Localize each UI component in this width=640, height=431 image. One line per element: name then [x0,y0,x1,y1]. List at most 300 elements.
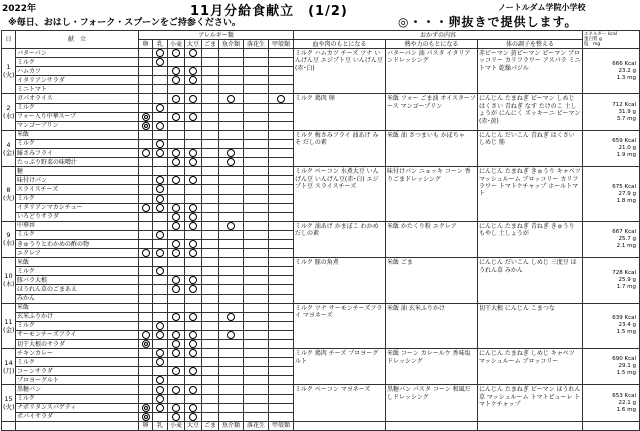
allergen-cell [219,94,244,103]
allergen-cell [202,76,219,85]
food-group-yellow: バターパン 油 パスタ イタリアンドレッシング [386,49,478,94]
okazu-group-header: おかずの内容 [294,31,583,40]
egg-free-double-circle-icon [142,404,150,412]
allergen-circle-icon [189,222,197,230]
allergen-cell [139,185,153,194]
allergen-peanut-header: 落花生 [244,40,269,49]
dish-name: ミルク [16,58,139,67]
allergen-cell [168,167,185,176]
dish-name: エクレア [16,249,139,258]
allergen-cell [185,394,202,403]
allergen-circle-icon [189,49,197,57]
allergen-cell [168,412,185,421]
date-number: 1 [6,63,11,72]
allergen-cell [219,294,244,303]
nutrition-cell [583,221,640,257]
allergen-cell [244,394,269,403]
egg-free-double-circle-icon [142,413,150,421]
nutrition-cell [583,349,640,385]
allergen-circle-icon [172,340,180,348]
allergen-circle-icon [189,331,197,339]
allergen-cell [202,276,219,285]
allergen-cell [185,385,202,394]
allergen-cell [269,221,294,230]
allergen-cell [269,139,294,148]
allergen-cell [153,130,168,139]
allergen-circle-icon [156,322,164,330]
allergen-cell [139,312,153,321]
allergen-circle-icon [172,285,180,293]
date-number: 11 [4,317,13,326]
allergen-cell [202,185,219,194]
food-group-yellow: 味付けパン ニョッキ コーン 香りごまドレッシング [386,167,478,222]
day-of-week: (金) [3,148,15,157]
allergen-cell [185,212,202,221]
allergen-cell [139,249,153,258]
allergen-cell [202,149,219,158]
allergen-cell [244,85,269,94]
allergen-cell [139,376,153,385]
allergen-circle-icon [156,395,164,403]
food-group-yellow: 米飯 ごま [386,258,478,303]
allergen-cell [153,412,168,421]
allergen-cell [202,167,219,176]
allergen-cell [153,139,168,148]
allergen-cell [139,167,153,176]
allergen-cell [139,303,153,312]
allergen-cell [202,249,219,258]
allergen-cell [269,103,294,112]
allergen-cell [269,94,294,103]
day-header: 日 [2,31,16,49]
allergen-cell [219,139,244,148]
allergen-cell [185,267,202,276]
allergen-circle-icon [172,386,180,394]
menu-item-row [2,94,640,103]
allergen-circle-icon [156,49,164,57]
food-group-yellow: 米飯 かたくり粉 エクレア [386,221,478,257]
allergen-circle-icon [172,276,180,284]
allergen-cell [153,394,168,403]
nutrition-protein: 29.1 g [618,363,637,370]
allergen-egg-header: 卵 [139,40,153,49]
allergen-cell [168,94,185,103]
allergen-cell [244,258,269,267]
allergen-cell [219,121,244,130]
nutrition-salt: 1.5 mg [616,329,637,336]
allergen-cell [185,149,202,158]
allergen-cell [244,212,269,221]
allergen-cell [153,94,168,103]
allergen-cell [139,394,153,403]
allergen-cell [219,158,244,167]
allergen-cell [139,340,153,349]
allergen-cell [244,385,269,394]
allergen-cell [244,294,269,303]
allergen-cell [244,194,269,203]
allergen-cell [219,149,244,158]
food-group-yellow: 米飯 油 さつまいも かぼちゃ [386,130,478,166]
allergen-cell [153,385,168,394]
allergen-circle-icon [189,176,197,184]
allergen-circle-icon [156,331,164,339]
allergen-cell [153,285,168,294]
allergen-cell [219,130,244,139]
allergen-cell [153,167,168,176]
allergen-cell [269,49,294,58]
dish-name: サーモンチーズフライ [16,330,139,339]
allergen-cell [219,203,244,212]
allergen-cell [269,149,294,158]
year-label: 2022年 [2,4,37,14]
allergen-cell [269,212,294,221]
allergen-cell [139,349,153,358]
footer-allergen-wheat: 小麦 [168,421,185,430]
allergen-cell [202,203,219,212]
allergen-cell [219,285,244,294]
allergen-cell [139,94,153,103]
menu-item-row [2,385,640,394]
allergen-cell [269,130,294,139]
food-group-yellow: 米飯 油 玄米ふりかけ [386,303,478,348]
allergen-circle-icon [156,185,164,193]
allergen-circle-icon [189,349,197,357]
allergen-circle-icon [189,76,197,84]
page-header [0,0,640,30]
allergen-cell [139,121,153,130]
allergen-cell [244,267,269,276]
dish-name: 切干大根のサラダ [16,340,139,349]
allergen-cell [139,285,153,294]
footer-allergen-egg: 卵 [139,421,153,430]
dish-name: たっぷり野菜の味噌汁 [16,158,139,167]
date-number: 9 [6,231,11,240]
allergen-cell [168,185,185,194]
allergen-cell [219,367,244,376]
nutrition-cell [583,258,640,303]
allergen-cell [153,276,168,285]
allergen-circle-icon [172,176,180,184]
red-group-header: 血や肉のもとになる [294,40,386,49]
allergen-circle-icon [189,213,197,221]
allergen-circle-icon [142,331,150,339]
dish-name: イタリアンマカシチュー [16,203,139,212]
allergen-cell [219,330,244,339]
food-group-red: ミルク ベーコン マヨネーズ [294,385,386,421]
nutrition-kcal: 675 Kcal [612,183,637,190]
allergen-circle-icon [189,149,197,157]
allergen-cell [139,321,153,330]
egg-free-double-circle-icon [142,122,150,130]
allergen-cell [202,121,219,130]
food-group-green: 切干大根 にんじん こまつな [478,303,583,348]
allergen-cell [269,349,294,358]
allergen-cell [185,276,202,285]
allergen-cell [202,130,219,139]
day-of-week: (水) [3,112,15,121]
dish-name: ほうれん草のごまあえ [16,285,139,294]
allergen-cell [185,130,202,139]
allergen-circle-icon [156,376,164,384]
allergen-cell [219,67,244,76]
allergen-cell [139,139,153,148]
dish-name: ミルク [16,394,139,403]
allergen-cell [202,67,219,76]
allergen-cell [219,194,244,203]
allergen-cell [202,358,219,367]
allergen-cell [244,312,269,321]
allergen-cell [153,258,168,267]
nutrition-protein: 25.9 g [618,276,637,283]
allergen-cell [139,385,153,394]
date-number: 4 [6,140,11,149]
allergen-cell [168,103,185,112]
dish-name: ミルク [16,358,139,367]
day-of-week: (火) [3,403,15,412]
dish-name: 玄米ふりかけ [16,312,139,321]
allergen-cell [168,330,185,339]
allergen-circle-icon [227,158,235,166]
yellow-group-header: 熱や力のもとになる [386,40,478,49]
allergen-cell [139,412,153,421]
dish-name: ガパオライス [16,94,139,103]
allergy-group-header: アレルギー類 [139,31,294,40]
allergen-cell [168,376,185,385]
food-group-red: ミルク 豚の角煮 [294,258,386,303]
allergen-cell [269,249,294,258]
allergen-cell [168,340,185,349]
allergen-cell [219,303,244,312]
page-title: 11月分給食献立 (1/2) [190,4,348,19]
allergen-cell [168,58,185,67]
allergen-cell [168,149,185,158]
allergen-cell [168,258,185,267]
nutrition-protein: 22.1 g [618,399,637,406]
dish-name: 中華丼 [16,221,139,230]
allergen-cell [168,176,185,185]
allergen-cell [244,303,269,312]
allergen-cell [244,67,269,76]
allergen-cell [244,203,269,212]
nutrition-protein: 23.2 g [618,67,637,74]
allergen-cell [185,167,202,176]
allergen-cell [153,230,168,239]
dish-name: 米飯 [16,303,139,312]
allergen-cell [153,267,168,276]
allergen-circle-icon [189,276,197,284]
allergen-cell [139,212,153,221]
allergen-cell [185,376,202,385]
allergen-cell [269,258,294,267]
allergen-cell [269,203,294,212]
allergen-cell [244,249,269,258]
allergen-cell [139,130,153,139]
nutrition-cell [583,303,640,348]
allergen-circle-icon [172,67,180,75]
dish-name: イタリアンサラダ [16,76,139,85]
allergen-cell [168,85,185,94]
allergen-cell [244,340,269,349]
allergen-cell [168,267,185,276]
dish-name: ナポリタンスパゲティ [16,403,139,412]
menu-item-row [2,167,640,176]
allergen-cell [219,321,244,330]
allergen-cell [168,130,185,139]
allergen-cell [139,221,153,230]
allergen-cell [244,58,269,67]
allergen-cell [139,230,153,239]
allergen-cell [244,403,269,412]
salt-header: 塩 mg [584,42,601,47]
dish-name: ミルク [16,230,139,239]
dish-name: 味付けパン [16,176,139,185]
allergen-cell [139,367,153,376]
allergen-cell [185,112,202,121]
allergen-cell [168,221,185,230]
allergen-cell [269,294,294,303]
date-cell [2,94,16,130]
allergen-cell [219,249,244,258]
allergen-cell [244,221,269,230]
allergen-cell [269,321,294,330]
allergen-cell [202,321,219,330]
allergen-cell [153,49,168,58]
dish-name: ハムカツ [16,67,139,76]
allergen-cell [202,258,219,267]
allergen-cell [219,358,244,367]
day-of-week: (水) [3,239,15,248]
allergen-cell [168,230,185,239]
dish-name: ミルク [16,103,139,112]
footer-allergen-milk: 乳 [153,421,168,430]
allergen-cell [168,121,185,130]
allergen-cell [202,194,219,203]
protein-header: 蛋白質 g [584,37,602,42]
allergen-cell [202,367,219,376]
allergen-cell [219,340,244,349]
allergen-cell [269,194,294,203]
nutrition-salt: 1.6 mg [616,406,637,413]
food-group-red: ミルク ベーコン 水煮大豆 いんげん豆 いんげん豆(赤･白) エジプト豆 スライスチーズ [294,167,386,222]
allergen-circle-icon [156,404,164,412]
allergen-cell [168,276,185,285]
utensil-note: ※毎日、おはし・フォーク・スプーンをご持参ください。 [8,18,241,28]
egg-free-double-circle-icon [142,113,150,121]
allergen-cell [153,340,168,349]
allergen-circle-icon [156,149,164,157]
allergen-cell [244,321,269,330]
allergen-cell [168,285,185,294]
allergen-cell [153,76,168,85]
footer-allergen-shellfish: 甲殻類 [269,421,294,430]
allergen-circle-icon [172,240,180,248]
date-cell [2,349,16,385]
allergen-milk-header: 乳 [153,40,168,49]
allergen-circle-icon [172,113,180,121]
allergen-cell [244,230,269,239]
allergen-circle-icon [156,349,164,357]
dish-name: バターパン [16,49,139,58]
menu-header: 献 立 [16,31,139,49]
allergen-cell [168,349,185,358]
date-number: 8 [6,186,11,194]
day-of-week: (火) [3,71,15,80]
allergen-cell [244,149,269,158]
allergen-circle-icon [227,149,235,157]
allergen-cell [269,67,294,76]
nutrition-protein: 25.7 g [618,235,637,242]
allergen-cell [269,158,294,167]
allergen-cell [139,85,153,94]
nutrition-kcal: 659 Kcal [612,138,637,145]
food-group-green: にんじん だいこん 青ねぎ はくさい しめじ 筋 [478,130,583,166]
food-group-red: ミルク 梅さみフライ 油あげ みそ だしの素 [294,130,386,166]
allergen-cell [168,394,185,403]
allergen-cell [219,103,244,112]
allergen-cell [269,176,294,185]
nutrition-kcal: 690 Kcal [612,356,637,363]
allergen-cell [153,121,168,130]
allergen-cell [269,167,294,176]
allergen-circle-icon [156,104,164,112]
allergen-cell [202,176,219,185]
nutrition-cell [583,130,640,166]
allergen-circle-icon [172,95,180,103]
allergen-soy-header: 大豆 [185,40,202,49]
dish-name: スライスチーズ [16,185,139,194]
allergen-cell [244,139,269,148]
allergen-cell [168,294,185,303]
allergen-cell [185,203,202,212]
food-group-green: 赤ピーマン 黄ピーマン ピーマン ブロッコリー カリフラワー アスパラ ミニトマト 乾燥パジル [478,49,583,94]
footer-allergen-seafood: 魚介類 [219,421,244,430]
allergen-cell [269,412,294,421]
food-group-green: にんじん たまねぎ ピーマン しめじ はくさい 青ねぎ なす たけのこ 土しょうが にんにく ズッキーニ ピーマン(赤･黄) [478,94,583,130]
allergen-cell [185,139,202,148]
food-group-yellow: 米飯 フォー ごま油 オイスターソース マンゴープリン [386,94,478,130]
allergen-cell [219,403,244,412]
allergen-cell [244,94,269,103]
allergen-cell [219,412,244,421]
allergen-cell [185,285,202,294]
green-group-header: 体の調子を整える [478,40,583,49]
dish-name: きゅうりとわかめの酢の物 [16,239,139,248]
allergen-cell [185,239,202,248]
allergen-cell [202,403,219,412]
allergen-circle-icon [189,113,197,121]
allergen-circle-icon [227,313,235,321]
allergen-cell [244,276,269,285]
allergen-circle-icon [189,204,197,212]
allergen-cell [139,267,153,276]
allergen-cell [185,194,202,203]
allergen-cell [202,239,219,248]
allergen-cell [168,194,185,203]
allergen-cell [185,412,202,421]
allergen-circle-icon [156,249,164,257]
date-number: 10 [4,272,13,281]
allergen-cell [153,158,168,167]
allergen-circle-icon [156,195,164,203]
dish-name: チキンカレー [16,349,139,358]
menu-body [2,49,640,422]
allergen-circle-icon [172,413,180,421]
footer-allergen-soy: 大豆 [185,421,202,430]
allergen-cell [244,158,269,167]
allergen-cell [202,221,219,230]
nutrition-header [583,31,640,49]
allergen-cell [244,76,269,85]
